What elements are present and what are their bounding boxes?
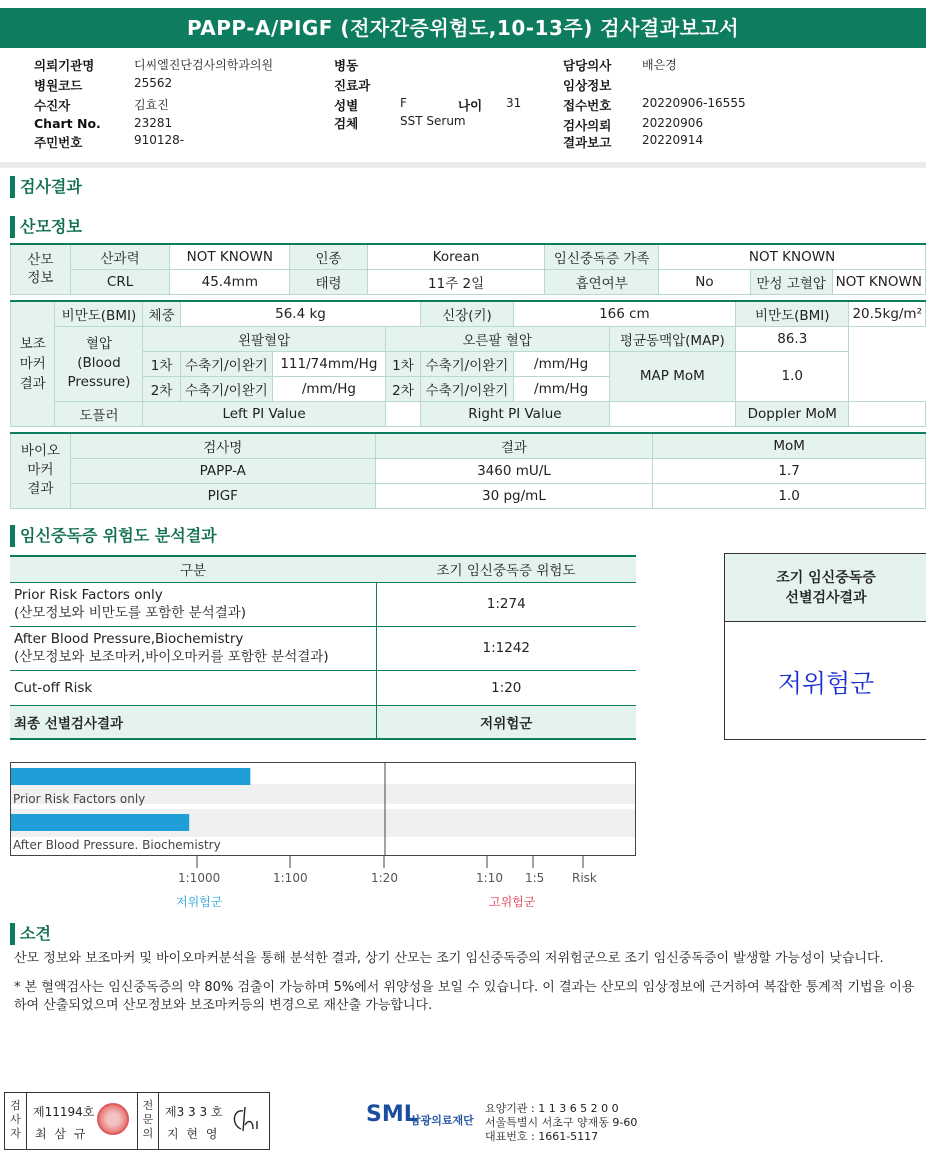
bio-mom: 1.7 [653,458,926,483]
info-value: 김효진 [134,98,169,112]
org-phone: 대표번호 : 1661-5117 [485,1130,599,1143]
cell-label: 비만도(BMI) [736,301,849,326]
markers-group-label: 보조 마커 결과 [11,301,55,426]
section-opinion-title: 소견 [10,922,51,946]
tick-label: Risk [572,871,597,885]
cell-value: /mm/Hg [513,376,609,401]
info-label: 임상정보 [563,78,612,93]
reviewer-label: 전 문 의 [137,1093,159,1149]
cell-label: 2차 [143,376,180,401]
bio-result: 30 pg/mL [375,483,653,508]
reviewer-name: 지 현 영 [167,1127,220,1141]
tick-label: 1:10 [476,871,503,885]
risk-chart [10,762,636,856]
cell-label: 수축기/이완기 [180,351,272,376]
final-result-value: 저위험군 [376,705,636,739]
zone-low-label: 저위험군 [176,895,223,909]
cell-value: No [659,269,751,294]
maternal-table [10,243,926,295]
info-value: 20220914 [642,133,704,147]
cell-value: 166 cm [513,301,736,326]
org-address: 서울특별시 서초구 양재동 9-60 [485,1116,638,1129]
cell-label: Doppler MoM [736,401,849,426]
bar-label: After Blood Pressure. Biochemistry [13,838,221,852]
bar-label: Prior Risk Factors only [13,792,146,806]
bio-name: PAPP-A [70,458,375,483]
bio-group-label: 바이오 마커 결과 [11,433,71,508]
signature-box [4,1092,270,1150]
cell-label: 2차 [385,376,421,401]
cell-value: 20.5kg/m² [849,301,926,326]
cell-value: 45.4mm [170,269,290,294]
cell-label: 체중 [143,301,180,326]
seal-stamp [97,1103,129,1135]
info-label: 결과보고 [563,135,612,150]
info-value: 배은경 [642,58,677,72]
bar-after-bp [11,814,189,831]
maternal-group-label: 산모 정보 [11,244,71,294]
cell-label: Right PI Value [421,401,609,426]
cell-value: NOT KNOWN [659,244,926,269]
info-label: 검사의뢰 [563,118,612,133]
cell-value: /mm/Hg [513,351,609,376]
cell-label: 태령 [290,269,368,294]
risk-row-value: 1:274 [376,582,636,626]
reviewer-license: 제3 3 3 호 [165,1105,223,1119]
tick-label: 1:5 [525,871,545,885]
info-value: 23281 [134,116,173,130]
cell-label: 평균동맥압(MAP) [609,326,736,351]
info-label: 병동 [334,58,359,73]
cell-label: Left PI Value [143,401,385,426]
cell-value: NOT KNOWN [170,244,290,269]
cell-label: 임신중독증 가족 [545,244,659,269]
risk-row-value: 1:20 [376,670,636,705]
bio-mom: 1.0 [653,483,926,508]
markers-table [10,300,926,427]
section-results-title: 검사결과 [10,175,82,199]
screening-result-title: 조기 임신중독증 선별검사결과 [725,554,926,622]
cell-label: 흡연여부 [545,269,659,294]
cell-value: Korean [367,244,544,269]
info-label: 의뢰기관명 [34,58,95,73]
section-risk-title: 임신중독증 위험도 분석결과 [10,524,217,548]
org-inst-no: 요양기관 : 1 1 3 6 5 2 0 0 [485,1102,619,1115]
cell-label: MAP MoM [609,351,736,401]
risk-row-label: Cut-off Risk [10,670,376,705]
org-contact [485,1102,637,1144]
report-title: PAPP-A/PIGF (전자간증위험도,10-13주) 검사결과보고서 [0,8,926,48]
tester-license: 제11194호 [33,1105,95,1119]
cell-value: NOT KNOWN [832,269,925,294]
cell-label: 인종 [290,244,368,269]
cell-label: 1차 [385,351,421,376]
info-value: 31 [506,96,522,110]
info-label: 나이 [458,98,483,113]
cell-label: CRL [70,269,170,294]
info-label: 병원코드 [34,78,83,93]
info-value: 910128- [134,133,185,147]
info-value: 디씨엘진단검사의학과의원 [134,58,274,72]
risk-row-label: Prior Risk Factors only (산모정보와 비만도를 포함한 분석결과) [10,582,376,626]
bio-header: 결과 [375,433,653,458]
cell-label: 수축기/이완기 [180,376,272,401]
cell-value: 11주 2일 [367,269,544,294]
info-label: Chart No. [34,116,101,131]
bar-prior-risk [11,768,250,785]
info-value: 25562 [134,76,173,90]
cell-label: 1차 [143,351,180,376]
chart-ticks [10,856,636,870]
cell-value: 1.0 [736,351,849,401]
risk-chart-svg [11,763,635,855]
cell-label: 왼팔혈압 [143,326,385,351]
cell-label: 수축기/이완기 [421,376,513,401]
cell-value [385,401,421,426]
info-label: 진료과 [334,78,371,93]
info-label: 접수번호 [563,98,612,113]
risk-row-label: After Blood Pressure,Biochemistry (산모정보와 보조마커,바이오마커를 포함한 분석결과) [10,626,376,670]
cell-value [609,401,736,426]
cell-label: 신장(키) [421,301,513,326]
bio-header: MoM [653,433,926,458]
risk-header: 구분 [10,556,376,582]
info-label: 성별 [334,98,359,113]
tester-label: 검 사 자 [5,1093,27,1149]
bp-label: 혈압 (Blood Pressure) [55,326,143,401]
info-label: 담당의사 [563,58,612,73]
info-value: F [400,96,407,110]
screening-result-value: 저위험군 [777,669,875,698]
screening-result-box [724,553,926,740]
cell-value: /mm/Hg [273,376,386,401]
info-value: 20220906 [642,116,704,130]
cell-label: 비만도(BMI) [55,301,143,326]
info-value: SST Serum [400,114,466,128]
info-label: 수진자 [34,98,71,113]
org-name: 삼광의료재단 [410,1114,474,1127]
opinion-text: 산모 정보와 보조마커 및 바이오마커분석을 통해 분석한 결과, 상기 산모는 조기 임신중독증의 저위험군으로 조기 임신중독증이 발생할 가능성이 낮습니다. [14,951,884,966]
signature-icon [227,1099,267,1139]
bio-result: 3460 mU/L [375,458,653,483]
tick-label: 1:20 [371,871,398,885]
cell-label: 도플러 [55,401,143,426]
info-label: 주민번호 [34,135,83,150]
cell-value: 86.3 [736,326,849,351]
divider [0,162,926,168]
tester-name: 최 삼 규 [35,1127,88,1141]
bio-name: PIGF [70,483,375,508]
tick-label: 1:100 [273,871,308,885]
bio-header: 검사명 [70,433,375,458]
info-label: 검체 [334,116,359,131]
cell-label: 수축기/이완기 [421,351,513,376]
risk-header: 조기 임신중독증 위험도 [376,556,636,582]
cell-label: 산과력 [70,244,170,269]
cell-value [849,401,926,426]
final-result-label: 최종 선별검사결과 [10,705,376,739]
biomarker-table [10,432,926,509]
section-maternal-title: 산모정보 [10,215,82,239]
risk-table [10,555,636,740]
patient-info [0,56,926,156]
zone-high-label: 고위험군 [489,895,536,909]
cell-value: 56.4 kg [180,301,421,326]
cell-value: 111/74mm/Hg [273,351,386,376]
tick-label: 1:1000 [178,871,221,885]
cell-label: 오른팔 혈압 [385,326,609,351]
info-value: 20220906-16555 [642,96,746,110]
sml-logo: SML [366,1102,418,1127]
footer [0,1092,926,1158]
risk-row-value: 1:1242 [376,626,636,670]
cell-label: 만성 고혈압 [750,269,832,294]
opinion-note: * 본 혈액검사는 임신중독증의 약 80% 검출이 가능하며 5%에서 위양성을 보일 수 있습니다. 이 결과는 산모의 임상정보에 근거하여 복잡한 통계적 기법을 이용하여 산출되었으며 산모정보와 보조마커등의 변경으로 재산출 가능합니다. [14,980,915,1013]
